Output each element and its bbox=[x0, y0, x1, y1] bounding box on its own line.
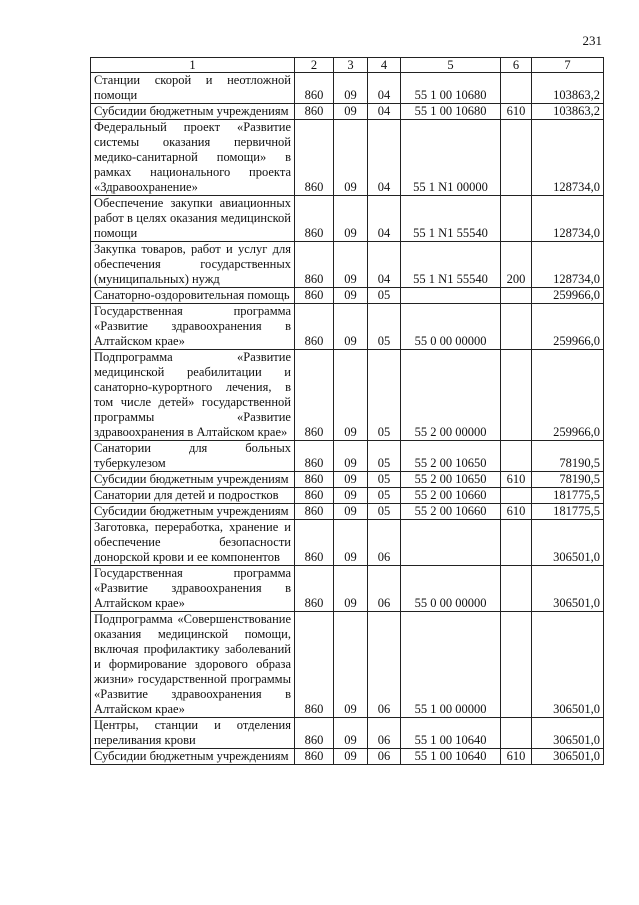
row-name-cell: Субсидии бюджетным учреждениям bbox=[91, 504, 295, 520]
row-gr-cell: 860 bbox=[295, 288, 334, 304]
row-name-cell: Подпрограмма «Совершенствование оказания медицинской помощи, включая профилактику заболеваний и формирование здорового образа жизни» государственной программы «Развитие здравоохранения в Алтайском крае» bbox=[91, 612, 295, 718]
table-row bbox=[91, 520, 604, 566]
row-csr-cell: 55 1 N1 00000 bbox=[401, 120, 501, 196]
row-vr-cell: 200 bbox=[501, 242, 532, 288]
row-name-cell: Федеральный проект «Развитие системы оказания первичной медико-санитарной помощи» в рамках национального проекта «Здравоохранение» bbox=[91, 120, 295, 196]
row-vr-cell bbox=[501, 196, 532, 242]
row-rz-cell: 09 bbox=[334, 120, 368, 196]
row-vr-cell: 610 bbox=[501, 104, 532, 120]
row-rz-cell: 09 bbox=[334, 350, 368, 441]
row-vr-cell bbox=[501, 304, 532, 350]
row-csr-cell: 55 1 00 10640 bbox=[401, 718, 501, 749]
row-pr-cell: 06 bbox=[368, 749, 401, 765]
header-cell: 1 bbox=[91, 58, 295, 73]
table-row bbox=[91, 472, 604, 488]
row-name-cell: Центры, станции и отделения переливания крови bbox=[91, 718, 295, 749]
row-pr-cell: 06 bbox=[368, 718, 401, 749]
row-vr-cell bbox=[501, 120, 532, 196]
row-gr-cell: 860 bbox=[295, 242, 334, 288]
table-row bbox=[91, 350, 604, 441]
table-row bbox=[91, 242, 604, 288]
row-rz-cell: 09 bbox=[334, 566, 368, 612]
row-csr-cell: 55 1 00 10640 bbox=[401, 749, 501, 765]
row-gr-cell: 860 bbox=[295, 304, 334, 350]
row-gr-cell: 860 bbox=[295, 120, 334, 196]
row-gr-cell: 860 bbox=[295, 472, 334, 488]
row-rz-cell: 09 bbox=[334, 612, 368, 718]
row-sum-cell: 259966,0 bbox=[532, 288, 604, 304]
row-vr-cell: 610 bbox=[501, 472, 532, 488]
row-vr-cell bbox=[501, 566, 532, 612]
table-row bbox=[91, 120, 604, 196]
row-name-cell: Санатории для больных туберкулезом bbox=[91, 441, 295, 472]
row-pr-cell: 04 bbox=[368, 73, 401, 104]
row-rz-cell: 09 bbox=[334, 288, 368, 304]
table-body bbox=[91, 73, 604, 765]
table-row bbox=[91, 73, 604, 104]
row-rz-cell: 09 bbox=[334, 520, 368, 566]
row-sum-cell: 78190,5 bbox=[532, 441, 604, 472]
row-gr-cell: 860 bbox=[295, 196, 334, 242]
row-name-cell: Заготовка, переработка, хранение и обеспечение безопасности донорской крови и ее компонентов bbox=[91, 520, 295, 566]
row-csr-cell: 55 0 00 00000 bbox=[401, 304, 501, 350]
row-csr-cell: 55 0 00 00000 bbox=[401, 566, 501, 612]
row-pr-cell: 05 bbox=[368, 304, 401, 350]
row-vr-cell bbox=[501, 520, 532, 566]
row-name-cell: Субсидии бюджетным учреждениям bbox=[91, 749, 295, 765]
row-rz-cell: 09 bbox=[334, 242, 368, 288]
row-pr-cell: 06 bbox=[368, 566, 401, 612]
table-row bbox=[91, 504, 604, 520]
row-csr-cell: 55 2 00 10650 bbox=[401, 441, 501, 472]
table-row bbox=[91, 612, 604, 718]
table-row bbox=[91, 566, 604, 612]
row-name-cell: Обеспечение закупки авиационных работ в целях оказания медицинской помощи bbox=[91, 196, 295, 242]
row-gr-cell: 860 bbox=[295, 612, 334, 718]
row-pr-cell: 05 bbox=[368, 350, 401, 441]
row-name-cell: Закупка товаров, работ и услуг для обеспечения государственных (муниципальных) нужд bbox=[91, 242, 295, 288]
row-sum-cell: 306501,0 bbox=[532, 520, 604, 566]
row-sum-cell: 128734,0 bbox=[532, 196, 604, 242]
row-rz-cell: 09 bbox=[334, 504, 368, 520]
row-sum-cell: 181775,5 bbox=[532, 488, 604, 504]
row-csr-cell: 55 1 N1 55540 bbox=[401, 242, 501, 288]
table-row bbox=[91, 288, 604, 304]
row-name-cell: Государственная программа «Развитие здравоохранения в Алтайском крае» bbox=[91, 566, 295, 612]
row-pr-cell: 05 bbox=[368, 504, 401, 520]
row-sum-cell: 306501,0 bbox=[532, 612, 604, 718]
table-row bbox=[91, 104, 604, 120]
row-sum-cell: 181775,5 bbox=[532, 504, 604, 520]
row-sum-cell: 78190,5 bbox=[532, 472, 604, 488]
row-pr-cell: 06 bbox=[368, 612, 401, 718]
row-csr-cell: 55 1 N1 55540 bbox=[401, 196, 501, 242]
row-rz-cell: 09 bbox=[334, 104, 368, 120]
row-rz-cell: 09 bbox=[334, 73, 368, 104]
row-rz-cell: 09 bbox=[334, 488, 368, 504]
header-cell: 7 bbox=[532, 58, 604, 73]
row-sum-cell: 306501,0 bbox=[532, 749, 604, 765]
budget-table bbox=[90, 57, 604, 765]
table-row bbox=[91, 304, 604, 350]
row-pr-cell: 05 bbox=[368, 441, 401, 472]
row-sum-cell: 306501,0 bbox=[532, 718, 604, 749]
row-csr-cell: 55 1 00 10680 bbox=[401, 73, 501, 104]
row-gr-cell: 860 bbox=[295, 104, 334, 120]
row-vr-cell: 610 bbox=[501, 749, 532, 765]
header-row bbox=[91, 58, 604, 73]
row-name-cell: Субсидии бюджетным учреждениям bbox=[91, 104, 295, 120]
row-rz-cell: 09 bbox=[334, 718, 368, 749]
row-vr-cell bbox=[501, 73, 532, 104]
row-vr-cell bbox=[501, 488, 532, 504]
row-csr-cell: 55 2 00 10660 bbox=[401, 504, 501, 520]
row-csr-cell: 55 2 00 00000 bbox=[401, 350, 501, 441]
header-cell: 6 bbox=[501, 58, 532, 73]
row-pr-cell: 05 bbox=[368, 488, 401, 504]
row-rz-cell: 09 bbox=[334, 472, 368, 488]
row-csr-cell: 55 1 00 10680 bbox=[401, 104, 501, 120]
row-pr-cell: 04 bbox=[368, 196, 401, 242]
row-rz-cell: 09 bbox=[334, 441, 368, 472]
row-pr-cell: 04 bbox=[368, 104, 401, 120]
row-sum-cell: 259966,0 bbox=[532, 350, 604, 441]
header-cell: 4 bbox=[368, 58, 401, 73]
row-pr-cell: 05 bbox=[368, 288, 401, 304]
header-cell: 5 bbox=[401, 58, 501, 73]
row-rz-cell: 09 bbox=[334, 304, 368, 350]
header-cell: 3 bbox=[334, 58, 368, 73]
row-csr-cell: 55 2 00 10660 bbox=[401, 488, 501, 504]
row-pr-cell: 05 bbox=[368, 472, 401, 488]
page-number: 231 bbox=[582, 33, 602, 48]
row-sum-cell: 103863,2 bbox=[532, 104, 604, 120]
row-vr-cell bbox=[501, 288, 532, 304]
row-vr-cell: 610 bbox=[501, 504, 532, 520]
table-row bbox=[91, 196, 604, 242]
row-name-cell: Санатории для детей и подростков bbox=[91, 488, 295, 504]
row-sum-cell: 128734,0 bbox=[532, 120, 604, 196]
table-row bbox=[91, 488, 604, 504]
row-gr-cell: 860 bbox=[295, 718, 334, 749]
row-name-cell: Станции скорой и неотложной помощи bbox=[91, 73, 295, 104]
row-sum-cell: 259966,0 bbox=[532, 304, 604, 350]
table-row bbox=[91, 718, 604, 749]
row-rz-cell: 09 bbox=[334, 196, 368, 242]
row-vr-cell bbox=[501, 441, 532, 472]
row-rz-cell: 09 bbox=[334, 749, 368, 765]
table-row bbox=[91, 441, 604, 472]
row-gr-cell: 860 bbox=[295, 488, 334, 504]
row-name-cell: Санаторно-оздоровительная помощь bbox=[91, 288, 295, 304]
row-gr-cell: 860 bbox=[295, 441, 334, 472]
row-name-cell: Государственная программа «Развитие здравоохранения в Алтайском крае» bbox=[91, 304, 295, 350]
row-gr-cell: 860 bbox=[295, 520, 334, 566]
row-vr-cell bbox=[501, 718, 532, 749]
table-row bbox=[91, 749, 604, 765]
row-pr-cell: 06 bbox=[368, 520, 401, 566]
row-pr-cell: 04 bbox=[368, 242, 401, 288]
row-csr-cell bbox=[401, 520, 501, 566]
row-pr-cell: 04 bbox=[368, 120, 401, 196]
row-gr-cell: 860 bbox=[295, 504, 334, 520]
row-sum-cell: 306501,0 bbox=[532, 566, 604, 612]
row-vr-cell bbox=[501, 612, 532, 718]
row-name-cell: Субсидии бюджетным учреждениям bbox=[91, 472, 295, 488]
row-csr-cell: 55 1 00 00000 bbox=[401, 612, 501, 718]
header-cell: 2 bbox=[295, 58, 334, 73]
row-csr-cell: 55 2 00 10650 bbox=[401, 472, 501, 488]
row-gr-cell: 860 bbox=[295, 566, 334, 612]
row-gr-cell: 860 bbox=[295, 350, 334, 441]
row-gr-cell: 860 bbox=[295, 73, 334, 104]
row-csr-cell bbox=[401, 288, 501, 304]
row-sum-cell: 103863,2 bbox=[532, 73, 604, 104]
row-name-cell: Подпрограмма «Развитие медицинской реабилитации и санаторно-курортного лечения, в том числе детей» государственной программы «Развитие здравоохранения в Алтайском крае» bbox=[91, 350, 295, 441]
row-sum-cell: 128734,0 bbox=[532, 242, 604, 288]
row-vr-cell bbox=[501, 350, 532, 441]
row-gr-cell: 860 bbox=[295, 749, 334, 765]
